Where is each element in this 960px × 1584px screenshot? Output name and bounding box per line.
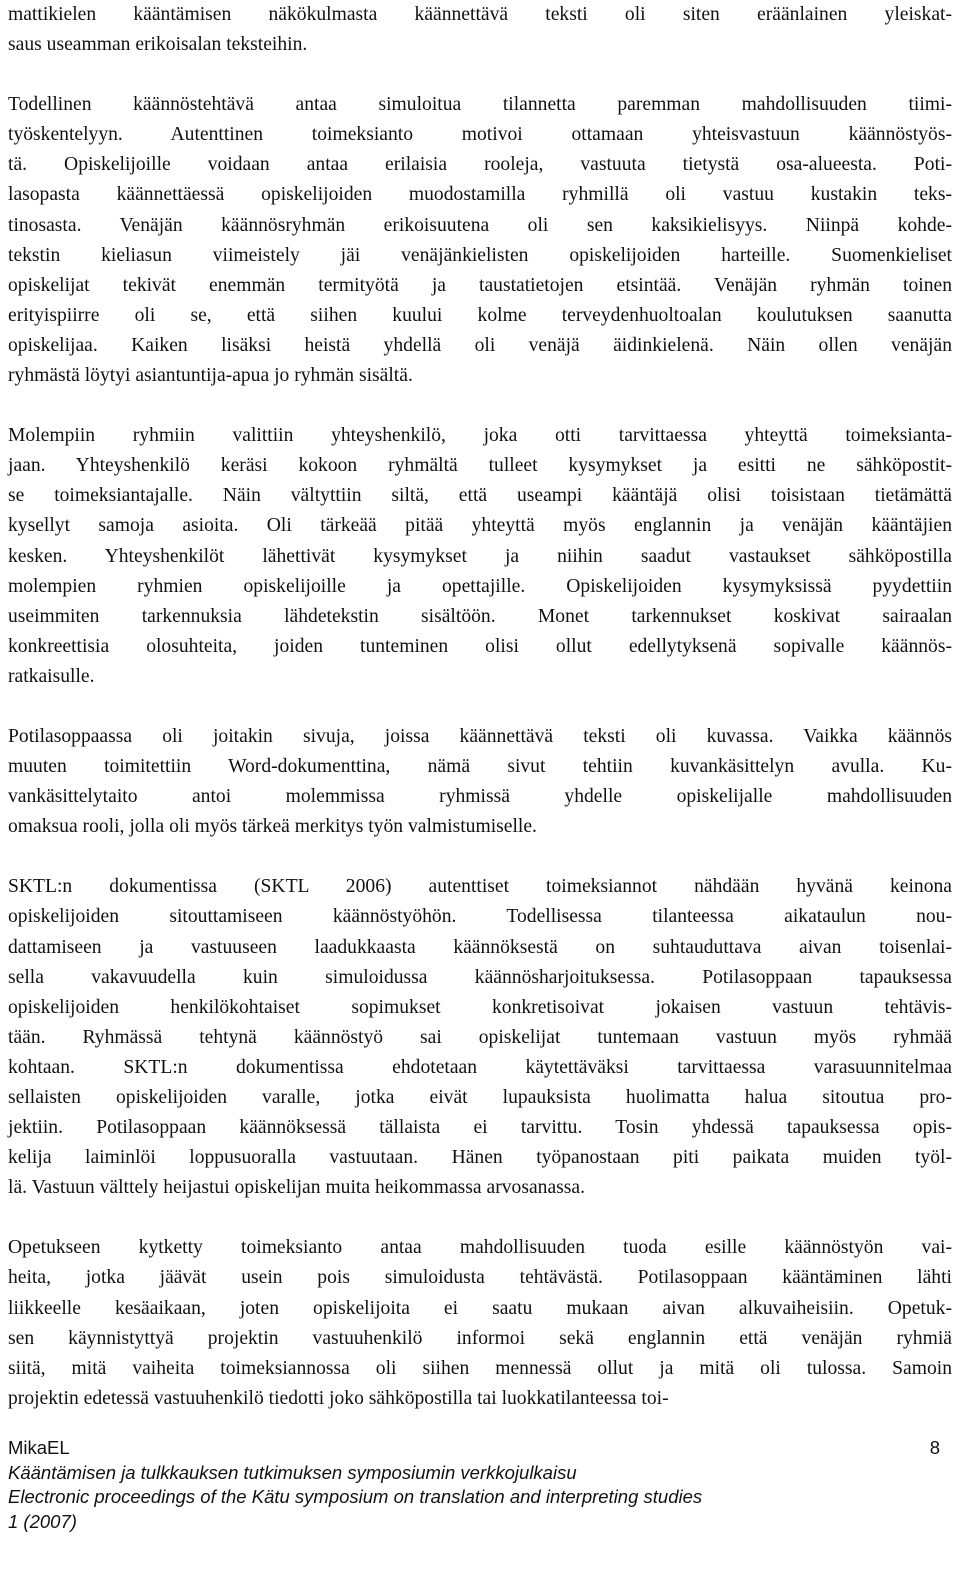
text-line: liikkeelle kesäaikaan, joten opiskelijoita ei saatu mukaan aivan alkuvaiheisiin. Opetuk- <box>8 1297 952 1319</box>
footer-author: MikaEL <box>8 1437 70 1458</box>
text-line: saus useamman erikoisalan teksteihin. <box>8 34 308 56</box>
text-line: sellaisten opiskelijoiden varalle, jotka eivät lupauksista huolimatta halua sitoutua pro- <box>8 1087 952 1108</box>
paragraph <box>8 722 952 842</box>
paragraph-gap <box>8 842 952 872</box>
footer-issue: 1 (2007) <box>8 1510 77 1532</box>
paragraph <box>8 872 952 1203</box>
paragraph <box>8 421 952 692</box>
text-line: Opetukseen kytketty toimeksianto antaa mahdollisuuden tuoda esille käännöstyön vai- <box>8 1237 952 1259</box>
paragraph-gap <box>8 692 952 722</box>
paragraph-gap <box>8 1203 952 1233</box>
text-line: opiskelijaa. Kaiken lisäksi heistä yhdellä oli venäjä äidinkielenä. Näin ollen venäjän <box>8 334 952 356</box>
text-line: sen käynnistyttyä projektin vastuuhenkilö informoi sekä englannin että venäjän ryhmiä <box>8 1327 952 1349</box>
text-line: Todellinen käännöstehtävä antaa simuloitua tilannetta paremman mahdollisuuden tiimi- <box>8 94 952 116</box>
document-body <box>8 0 952 1414</box>
text-line: jektiin. Potilasoppaan käännöksessä tällaista ei tarvittu. Tosin yhdessä tapauksessa opis- <box>8 1117 952 1139</box>
paragraph <box>8 90 952 391</box>
page-footer <box>8 1436 952 1534</box>
paragraph-gap <box>8 391 952 421</box>
text-line: opiskelijoiden henkilökohtaiset sopimukset konkretisoivat jokaisen vastuun tehtävis- <box>8 996 952 1018</box>
text-line: mattikielen kääntämisen näkökulmasta käännettävä teksti oli siten eräänlainen yleiskat- <box>8 4 952 25</box>
text-line: kysellyt samoja asioita. Oli tärkeää pitää yhteyttä myös englannin ja venäjän kääntäjien <box>8 515 952 537</box>
text-line: Molempiin ryhmiin valittiin yhteyshenkilö, joka otti tarvittaessa yhteyttä toimeksianta- <box>8 425 952 447</box>
text-line: ryhmästä löytyi asiantuntija-apua jo ryhmän sisältä. <box>8 365 413 387</box>
paragraph-container <box>8 0 952 1414</box>
text-line: muuten toimitettiin Word-dokumenttina, nämä sivut tehtiin kuvankäsittelyn avulla. Ku- <box>8 756 952 778</box>
text-line: tekstin kieliasun viimeistely jäi venäjänkielisten opiskelijoiden harteille. Suomenkieliset <box>8 244 952 266</box>
text-line: tään. Ryhmässä tehtynä käännöstyö sai opiskelijat tuntemaan vastuun myös ryhmää <box>8 1026 952 1048</box>
text-line: projektin edetessä vastuuhenkilö tiedotti joko sähköpostilla tai luokkatilanteessa toi- <box>8 1387 669 1409</box>
text-line: jaan. Yhteyshenkilö keräsi kokoon ryhmältä tulleet kysymykset ja esitti ne sähköpostit- <box>8 455 952 477</box>
text-line: lasopasta käännettäessä opiskelijoiden muodostamilla ryhmillä oli vastuu kustakin teks- <box>8 184 952 206</box>
paragraph <box>8 1233 952 1414</box>
text-line: lä. Vastuun välttely heijastui opiskelijan muita heikommassa arvosanassa. <box>8 1177 585 1199</box>
text-line: useimmiten tarkennuksia lähdetekstin sisältöön. Monet tarkennukset koskivat sairaalan <box>8 605 952 627</box>
text-line: erityispiirre oli se, että siihen kuului kolme terveydenhuoltoalan koulutuksen saanutta <box>8 304 952 326</box>
footer-publication-en: Electronic proceedings of the Kätu symposium on translation and interpreting studies <box>8 1486 703 1507</box>
text-line: se toimeksiantajalle. Näin vältyttiin siltä, että useampi kääntäjä olisi toisistaan tietämättä <box>8 485 952 507</box>
text-line: konkreettisia olosuhteita, joiden tunteminen olisi ollut edellytyksenä sopivalle käännös- <box>8 635 952 657</box>
text-line: Potilasoppaassa oli joitakin sivuja, joissa käännettävä teksti oli kuvassa. Vaikka käännös <box>8 725 952 747</box>
text-line: tinosasta. Venäjän käännösryhmän erikoisuutena oli sen kaksikielisyys. Niinpä kohde- <box>8 214 952 236</box>
text-line: vankäsittelytaito antoi molemmissa ryhmissä yhdelle opiskelijalle mahdollisuuden <box>8 786 952 808</box>
text-line: ratkaisulle. <box>8 665 95 687</box>
text-line: kelija laiminlöi loppusuoralla vastuutaan. Hänen työpanostaan piti paikata muiden työl- <box>8 1147 952 1169</box>
text-line: kohtaan. SKTL:n dokumentissa ehdotetaan käytettäväksi tarvittaessa varasuunnitelmaa <box>8 1056 952 1078</box>
text-line: tä. Opiskelijoille voidaan antaa erilaisia rooleja, vastuuta tietystä osa-alueesta. Poti- <box>8 154 952 176</box>
text-line: omaksua rooli, jolla oli myös tärkeä merkitys työn valmistumiselle. <box>8 816 537 838</box>
footer-publication-fi: Kääntämisen ja tulkkauksen tutkimuksen symposiumin verkkojulkaisu <box>8 1461 577 1483</box>
text-line: dattamiseen ja vastuuseen laadukkaasta käännöksestä on suhtauduttava aivan toisenlai- <box>8 936 952 958</box>
text-line: kesken. Yhteyshenkilöt lähettivät kysymykset ja niihin saadut vastaukset sähköpostilla <box>8 545 952 567</box>
text-line: molempien ryhmien opiskelijoille ja opettajille. Opiskelijoiden kysymyksissä pyydettiin <box>8 575 952 597</box>
text-line: SKTL:n dokumentissa (SKTL 2006) autenttiset toimeksiannot nähdään hyvänä keinona <box>8 876 952 898</box>
text-line: sella vakavuudella kuin simuloidussa käännösharjoituksessa. Potilasoppaan tapauksessa <box>8 966 952 988</box>
page-number: 8 <box>929 1437 940 1458</box>
text-line: työskentelyyn. Autenttinen toimeksianto motivoi ottamaan yhteisvastuun käännöstyös- <box>8 124 952 146</box>
text-line: heita, jotka jäävät usein pois simuloidusta tehtävästä. Potilasoppaan kääntäminen lähti <box>8 1267 952 1289</box>
paragraph <box>8 0 952 60</box>
paragraph-gap <box>8 60 952 90</box>
text-line: opiskelijat tekivät enemmän termityötä ja taustatietojen etsintää. Venäjän ryhmän toinen <box>8 274 952 296</box>
text-line: opiskelijoiden sitouttamiseen käännöstyöhön. Todellisessa tilanteessa aikataulun nou- <box>8 906 952 928</box>
text-line: siitä, mitä vaiheita toimeksiannossa oli siihen mennessä ollut ja mitä oli tulossa. Samoin <box>8 1357 952 1379</box>
